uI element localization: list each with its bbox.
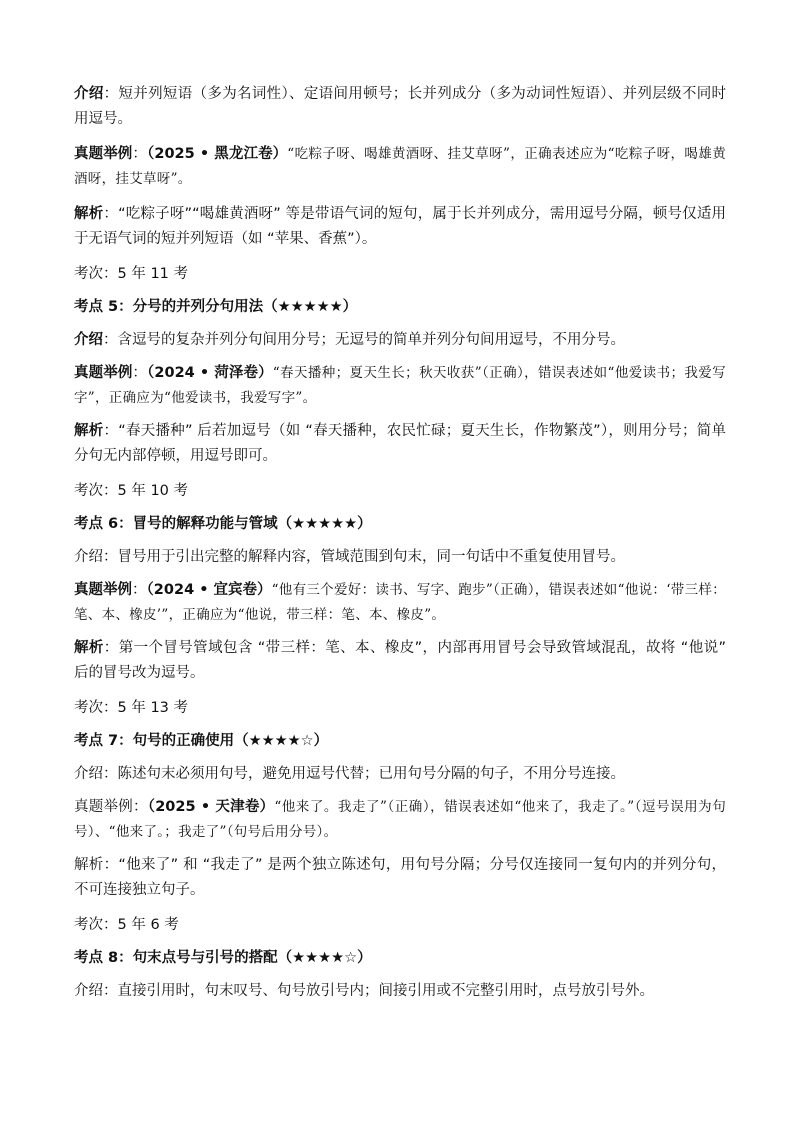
analysis-label: 解析 — [74, 206, 104, 222]
intro-label: 介绍 — [74, 983, 103, 999]
section-heading: 考点 6：冒号的解释功能与管域（★★★★★） — [74, 516, 372, 532]
analysis-text: “春天播种” 后若加逗号（如 “春天播种，农民忙碌；夏天生长，作物繁茂”），则用分号；简单分句无内部停顿，用逗号即可。 — [74, 423, 727, 464]
intro-text: 陈述句末必须用句号，避免用逗号代替；已用句号分隔的句子，不用分号连接。 — [117, 766, 625, 782]
analysis-text: 第一个冒号管域包含 “带三样：笔、本、橡皮”，内部再用冒号会导致管域混乱，故将 “他说” 后的冒号改为逗号。 — [74, 640, 727, 681]
intro-text: 冒号用于引出完整的解释内容，管域范围到句末，同一句话中不重复使用冒号。 — [117, 549, 625, 565]
analysis-paragraph: 解析：“吃粽子呀”“喝雄黄酒呀” 等是带语气词的短句，属于长并列成分，需用逗号分隔，顿号仅适用于无语气词的短并列短语（如 “苹果、香蕉”）。 — [74, 206, 727, 247]
intro-paragraph: 介绍：短并列短语（多为名词性）、定语间用顿号；长并列成分（多为动词性短语）、并列层级不同时用逗号。 — [74, 86, 727, 127]
example-source: （2025 • 黑龙江卷） — [147, 146, 288, 162]
section-heading: 考点 8：句末点号与引号的搭配（★★★★☆） — [74, 950, 372, 966]
intro-label: 介绍 — [74, 332, 103, 348]
analysis-label: 解析 — [74, 640, 104, 656]
exam-count: 考次：5 年 11 考 — [74, 266, 189, 282]
intro-label: 介绍 — [74, 86, 104, 102]
intro-paragraph: 介绍：直接引用时，句末叹号、句号放引号内；间接引用或不完整引用时，点号放引号外。 — [74, 983, 654, 999]
exam-count: 考次：5 年 10 考 — [74, 483, 189, 499]
analysis-paragraph: 解析：第一个冒号管域包含 “带三样：笔、本、橡皮”，内部再用冒号会导致管域混乱，故将 “他说” 后的冒号改为逗号。 — [74, 640, 727, 681]
example-paragraph: 真题举例：（2024 • 菏泽卷）“春天播种；夏天生长；秋天收获”（正确），错误表述如“他爱读书；我爱写字”，正确应为“他爱读书，我爱写字”。 — [74, 365, 726, 406]
example-text: “他来了。我走了”（正确），错误表述如“他来了，我走了。”（逗号误用为句号）、“他来了。；我走了”（句号后用分号）。 — [74, 799, 727, 840]
intro-text: 短并列短语（多为名词性）、定语间用顿号；长并列成分（多为动词性短语）、并列层级不同时用逗号。 — [74, 86, 727, 127]
section-heading: 考点 5：分号的并列分句用法（★★★★★） — [74, 299, 358, 315]
example-label: 真题举例 — [74, 365, 133, 381]
exam-count: 考次：5 年 6 考 — [74, 917, 179, 933]
intro-label: 介绍 — [74, 766, 103, 782]
example-paragraph: 真题举例：（2025 • 天津卷）“他来了。我走了”（正确），错误表述如“他来了，我走了。”（逗号误用为句号）、“他来了。；我走了”（句号后用分号）。 — [74, 799, 727, 840]
analysis-text: “吃粽子呀”“喝雄黄酒呀” 等是带语气词的短句，属于长并列成分，需用逗号分隔，顿号仅适用于无语气词的短并列短语（如 “苹果、香蕉”）。 — [74, 206, 727, 247]
analysis-paragraph: 解析：“春天播种” 后若加逗号（如 “春天播种，农民忙碌；夏天生长，作物繁茂”），则用分号；简单分句无内部停顿，用逗号即可。 — [74, 423, 727, 464]
intro-paragraph: 介绍：陈述句末必须用句号，避免用逗号代替；已用句号分隔的句子，不用分号连接。 — [74, 766, 625, 782]
example-label: 真题举例 — [74, 582, 133, 598]
example-text: “吃粽子呀、喝雄黄酒呀、挂艾草呀”，正确表述应为“吃粽子呀，喝雄黄酒呀，挂艾草呀”。 — [74, 146, 727, 187]
example-label: 真题举例 — [74, 799, 133, 815]
example-paragraph: 真题举例：（2025 • 黑龙江卷）“吃粽子呀、喝雄黄酒呀、挂艾草呀”，正确表述应为“吃粽子呀，喝雄黄酒呀，挂艾草呀”。 — [74, 146, 727, 187]
intro-text: 含逗号的复杂并列分句间用分号；无逗号的简单并列分句间用逗号，不用分号。 — [117, 332, 625, 348]
intro-paragraph: 介绍：含逗号的复杂并列分句间用分号；无逗号的简单并列分句间用逗号，不用分号。 — [74, 332, 625, 348]
example-text: “他有三个爱好：读书、写字、跑步”（正确），错误表述如“他说：‘带三样：笔、本、橡皮’”，正确应为“他说，带三样：笔、本、橡皮”。 — [74, 582, 727, 623]
section-heading: 考点 7：句号的正确使用（★★★★☆） — [74, 733, 329, 749]
analysis-paragraph: 解析：“他来了” 和 “我走了” 是两个独立陈述句，用句号分隔；分号仅连接同一复句内的并列分句，不可连接独立句子。 — [74, 857, 727, 898]
analysis-label: 解析 — [74, 857, 104, 873]
exam-count: 考次：5 年 13 考 — [74, 700, 189, 716]
example-label: 真题举例 — [74, 146, 133, 162]
example-source: （2025 • 天津卷） — [147, 799, 275, 815]
example-text: “春天播种；夏天生长；秋天收获”（正确），错误表述如“他爱读书；我爱写字”，正确应为“他爱读书，我爱写字”。 — [74, 365, 726, 406]
example-source: （2024 • 宜宾卷） — [146, 582, 272, 598]
analysis-text: “他来了” 和 “我走了” 是两个独立陈述句，用句号分隔；分号仅连接同一复句内的并列分句，不可连接独立句子。 — [74, 857, 727, 898]
intro-label: 介绍 — [74, 549, 103, 565]
intro-paragraph: 介绍：冒号用于引出完整的解释内容，管域范围到句末，同一句话中不重复使用冒号。 — [74, 549, 625, 565]
intro-text: 直接引用时，句末叹号、句号放引号内；间接引用或不完整引用时，点号放引号外。 — [117, 983, 654, 999]
example-paragraph: 真题举例：（2024 • 宜宾卷）“他有三个爱好：读书、写字、跑步”（正确），错误表述如“他说：‘带三样：笔、本、橡皮’”，正确应为“他说，带三样：笔、本、橡皮”。 — [74, 582, 727, 623]
document-page — [74, 82, 726, 1004]
analysis-label: 解析 — [74, 423, 104, 439]
example-source: （2024 • 菏泽卷） — [147, 365, 273, 381]
